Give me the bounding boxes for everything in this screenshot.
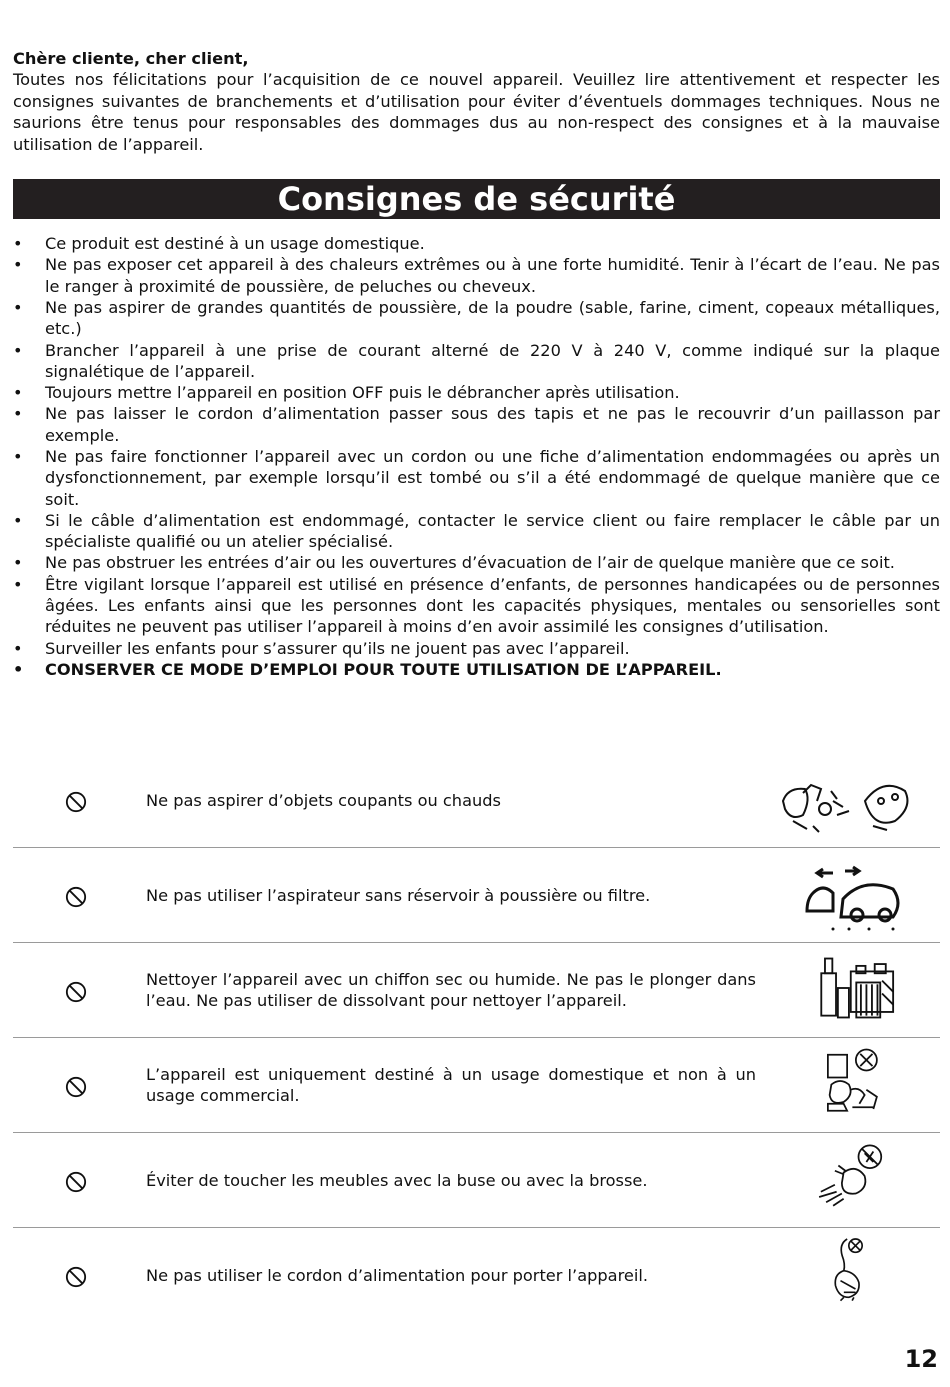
- carry-by-cord-illustration: [773, 1234, 923, 1304]
- safety-rules-list: [13, 233, 940, 680]
- solvent-bottles-illustration: [773, 953, 923, 1023]
- rule-item: [13, 638, 940, 659]
- rule-text: Brancher l’appareil à une prise de courant alterné de 220 V à 240 V, comme indiqué sur la plaque signalétique de l’appareil.: [45, 340, 940, 381]
- bullet: •: [13, 659, 24, 679]
- rule-item: [13, 340, 940, 383]
- bullet: •: [13, 255, 23, 275]
- rule-item-emphasis: [13, 659, 940, 680]
- prohibition-row: [13, 1228, 940, 1322]
- rule-text: Ne pas exposer cet appareil à des chaleurs extrêmes ou à une forte humidité. Tenir à l’écart de l’eau. Ne pas le ranger à proximité de poussière, de peluches ou cheveux.: [45, 255, 940, 296]
- bullet: •: [13, 297, 23, 317]
- bullet: •: [13, 638, 23, 658]
- rule-item: [13, 382, 940, 403]
- prohibited-icon: [65, 886, 87, 908]
- rule-text: Ne pas obstruer les entrées d’air ou les ouvertures d’évacuation de l’air de quelque manière que ce soit.: [45, 553, 895, 573]
- rule-item: [13, 574, 940, 638]
- prohibition-text: L’appareil est uniquement destiné à un usage domestique et non à un usage commercial.: [146, 1065, 756, 1106]
- prohibited-icon: [65, 1266, 87, 1288]
- bullet: •: [13, 510, 23, 530]
- prohibited-icon: [65, 1171, 87, 1193]
- rule-item: [13, 297, 940, 340]
- rule-text: Être vigilant lorsque l’appareil est utilisé en présence d’enfants, de personnes handicapées ou de personnes âgées. Les enfants ainsi que les personnes dont les capacités physiques, mentales ou sensorielles sont réduites ne peuvent pas utiliser l’appareil à moins d’en avoir assimilé les consignes d’utilisation.: [45, 574, 940, 637]
- bullet: •: [13, 574, 23, 594]
- prohibition-row: [13, 848, 940, 943]
- intro-text: Toutes nos félicitations pour l’acquisition de ce nouvel appareil. Veuillez lire attentivement et respecter les consignes suivantes de branchements et d’utilisation pour éviter d’éventuels dommages techniques. Nous ne saurions être tenus pour responsables des dommages dus au non-respect des consignes et à la mauvaise utilisation de l’appareil.: [13, 70, 940, 154]
- vacuum-filter-illustration: [773, 863, 923, 933]
- bullet: •: [13, 553, 23, 573]
- prohibition-row: [13, 1133, 940, 1228]
- prohibition-text: Ne pas utiliser l’aspirateur sans réservoir à poussière ou filtre.: [146, 886, 651, 905]
- prohibition-text: Ne pas utiliser le cordon d’alimentation pour porter l’appareil.: [146, 1266, 648, 1285]
- prohibition-row: [13, 943, 940, 1038]
- section-title: Consignes de sécurité: [13, 179, 940, 219]
- rule-item: [13, 403, 940, 446]
- prohibition-text: Éviter de toucher les meubles avec la buse ou avec la brosse.: [146, 1171, 648, 1190]
- greeting: Chère cliente, cher client,: [13, 49, 249, 68]
- intro-paragraph: [13, 48, 940, 155]
- page-number: 12: [904, 1345, 938, 1373]
- bullet: •: [13, 340, 23, 360]
- rule-text: Toujours mettre l’appareil en position OFF puis le débrancher après utilisation.: [45, 383, 680, 403]
- rule-text: Surveiller les enfants pour s’assurer qu’ils ne jouent pas avec l’appareil.: [45, 638, 630, 658]
- rule-text: Ne pas faire fonctionner l’appareil avec un cordon ou une fiche d’alimentation endommagées ou après un dysfonctionnement, par exemple lorsqu’il est tombé ou s’il a été endommagé de quelque manière que ce soit.: [45, 447, 940, 509]
- rule-item: [13, 233, 940, 254]
- commercial-use-illustration: [773, 1046, 923, 1116]
- rule-item: [13, 254, 940, 297]
- rule-item: [13, 446, 940, 510]
- rule-item: [13, 552, 940, 573]
- rule-text: Ne pas aspirer de grandes quantités de poussière, de la poudre (sable, farine, ciment, copeaux métalliques, etc.): [45, 297, 940, 339]
- rule-item: [13, 510, 940, 553]
- prohibition-row: [13, 1038, 940, 1133]
- prohibition-row: [13, 753, 940, 848]
- prohibitions-table: [13, 753, 940, 1322]
- rule-text: CONSERVER CE MODE D’EMPLOI POUR TOUTE UTILISATION DE L’APPAREIL.: [45, 659, 722, 679]
- sharp-objects-illustration: [773, 771, 923, 841]
- prohibition-text: Ne pas aspirer d’objets coupants ou chauds: [146, 791, 501, 810]
- rule-text: Si le câble d’alimentation est endommagé, contacter le service client ou faire remplacer le câble par un spécialiste qualifié ou un atelier spécialisé.: [45, 510, 940, 552]
- document-page: [13, 48, 940, 680]
- bullet: •: [13, 447, 23, 466]
- rule-text: Ce produit est destiné à un usage domestique.: [45, 234, 425, 254]
- prohibited-icon: [65, 981, 87, 1003]
- furniture-brush-illustration: [773, 1141, 923, 1211]
- bullet: •: [13, 383, 23, 403]
- bullet: •: [13, 404, 23, 424]
- bullet: •: [13, 234, 23, 254]
- prohibited-icon: [65, 1076, 87, 1098]
- prohibited-icon: [65, 791, 87, 813]
- rule-text: Ne pas laisser le cordon d’alimentation passer sous des tapis et ne pas le recouvrir d’un paillasson par exemple.: [45, 404, 940, 445]
- prohibition-text: Nettoyer l’appareil avec un chiffon sec ou humide. Ne pas le plonger dans l’eau. Ne pas utiliser de dissolvant pour nettoyer l’appareil.: [146, 970, 756, 1011]
